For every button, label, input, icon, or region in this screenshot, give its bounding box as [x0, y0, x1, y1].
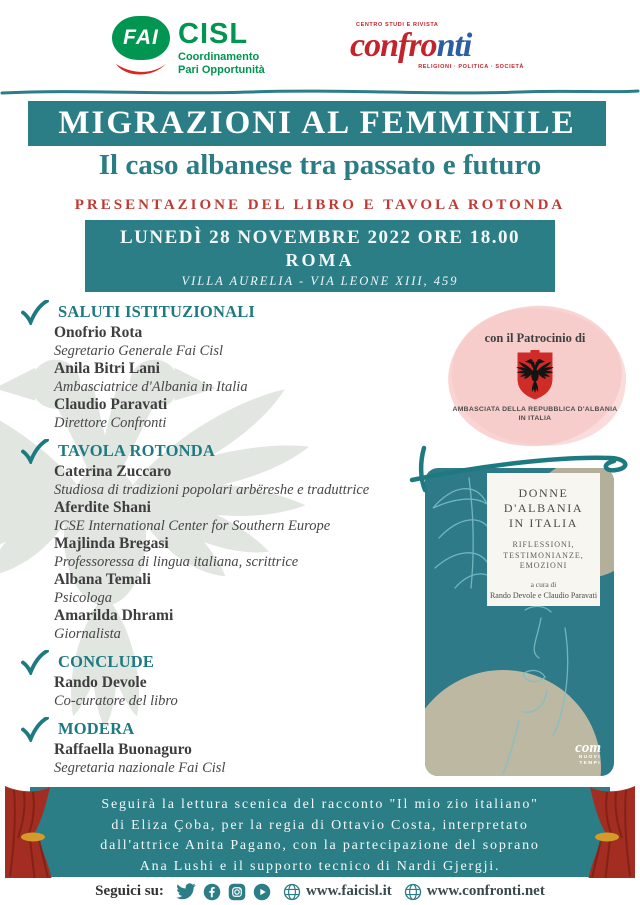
publisher-caps-line: NUOVI [578, 755, 601, 761]
follow-label: Seguici su: [95, 883, 164, 899]
book-cover [425, 468, 614, 776]
faicisl-url[interactable]: www.faicisl.it [305, 883, 392, 899]
fai-sub-line2: Pari Opportunità [178, 63, 265, 76]
book-curators: Rando Devole e Claudio Paravati [489, 590, 598, 600]
twitter-icon[interactable] [176, 883, 196, 900]
curtain-right-icon [576, 784, 638, 892]
speaker-role: ICSE International Center for Southern Europe [54, 518, 331, 534]
footer-bar [0, 878, 640, 905]
section-title: CONCLUDE [58, 652, 155, 671]
curtain-left-icon [2, 784, 64, 892]
book-curated-label: a cura di [530, 579, 557, 589]
speaker-name: Raffaella Buonaguro [54, 741, 192, 758]
fai-red-swoosh-icon [113, 62, 169, 76]
section-saluti-istituzionali [20, 300, 428, 432]
patronage-badge [448, 306, 622, 446]
speaker-name: Aferdite Shani [54, 499, 151, 516]
speaker-name: Majlinda Bregasi [54, 535, 169, 552]
event-kicker: PRESENTAZIONE DEL LIBRO E TAVOLA ROTONDA [74, 197, 566, 213]
finale-line: Ana Lushi e il supporto tecnico di Nardi Gjergji. [139, 858, 501, 874]
globe-icon [404, 883, 422, 901]
brush-swoosh-icon [408, 442, 634, 494]
header-divider [0, 86, 640, 98]
confronti-link[interactable] [404, 883, 545, 901]
confronti-url[interactable]: www.confronti.net [426, 883, 545, 899]
speaker-name: Onofrio Rota [54, 324, 143, 341]
publisher-logo [575, 742, 601, 767]
speaker-role: Professoressa di lingua italiana, scrittrice [54, 554, 299, 570]
finale-banner [30, 787, 610, 877]
speaker-role: Giornalista [54, 626, 121, 642]
event-datetime: LUNEDÌ 28 NOVEMBRE 2022 ORE 18.00 [120, 227, 520, 248]
patronage-org-line2: IN ITALIA [518, 414, 552, 422]
checkmark-icon [20, 439, 49, 464]
fai-logo-text: FAI [123, 26, 159, 49]
checkmark-icon [20, 717, 49, 742]
facebook-icon[interactable] [203, 883, 221, 901]
section-title: MODERA [58, 719, 135, 738]
section-modera [20, 717, 428, 777]
speaker-name: Amarilda Dhrami [54, 607, 174, 624]
confronti-tagline-bottom: RELIGIONI · POLITICA · SOCIETÀ [418, 64, 524, 70]
page-subtitle: Il caso albanese tra passato e futuro [98, 149, 542, 181]
event-city: ROMA [285, 250, 355, 270]
confronti-logo [350, 22, 530, 70]
section-title: SALUTI ISTITUZIONALI [58, 302, 256, 321]
section-conclude [20, 650, 428, 710]
event-details-banner [85, 220, 555, 292]
patronage-intro: con il Patrocinio di [484, 331, 586, 345]
speaker-name: Claudio Paravati [54, 396, 168, 413]
cisl-logo-text: CISL [178, 18, 249, 50]
speaker-name: Albana Temali [54, 571, 151, 588]
speaker-role: Co-curatore del libro [54, 693, 178, 709]
speaker-role: Direttore Confronti [54, 415, 167, 431]
albania-coat-of-arms-icon [514, 350, 556, 402]
instagram-icon[interactable] [228, 883, 246, 901]
book-title-line: IN ITALIA [508, 516, 579, 530]
speaker-role: Segretaria nazionale Fai Cisl [54, 760, 226, 776]
publisher-script: com [575, 740, 601, 757]
globe-icon [283, 883, 301, 901]
finale-line: dall'attrice Anita Pagano, con la partecipazione del soprano [100, 838, 540, 853]
patronage-org-line1: AMBASCIATA DELLA REPUBBLICA D'ALBANIA [452, 406, 618, 413]
book-subtitle-line: RIFLESSIONI, [512, 540, 575, 549]
youtube-icon[interactable] [253, 883, 271, 901]
confronti-tagline-top: CENTRO STUDI E RIVISTA [356, 22, 439, 28]
page-title: MIGRAZIONI AL FEMMINILE [28, 101, 606, 146]
publisher-caps-line: TEMPI [579, 761, 601, 767]
speaker-role: Segretario Generale Fai Cisl [54, 343, 224, 359]
faicisl-link[interactable] [283, 883, 392, 901]
fai-logo-badge [112, 16, 170, 60]
section-title: TAVOLA ROTONDA [58, 441, 215, 460]
book-subtitle-line: EMOZIONI [519, 561, 568, 570]
fai-sub-line1: Coordinamento [178, 51, 260, 63]
checkmark-icon [20, 650, 49, 675]
program-list [20, 300, 428, 784]
checkmark-icon [20, 300, 49, 325]
section-tavola-rotonda [20, 439, 428, 643]
book-title-line: DONNE [518, 486, 569, 500]
speaker-role: Studiosa di tradizioni popolari arbëreshe e traduttrice [54, 482, 370, 498]
book-title-line: D'ALBANIA [503, 501, 584, 515]
speaker-role: Psicologa [54, 590, 112, 606]
speaker-name: Rando Devole [54, 674, 147, 691]
confronti-name-red: confro [350, 27, 437, 64]
book-subtitle-line: TESTIMONIANZE, [503, 550, 584, 560]
fai-cisl-logo [112, 16, 265, 76]
finale-line: di Eliza Çoba, per la regia di Ottavio Costa, interpretato [111, 817, 529, 833]
confronti-name-blue: nti [436, 27, 472, 64]
speaker-name: Anila Bitri Lani [54, 360, 160, 377]
finale-line: Seguirà la lettura scenica del racconto "Il mio zio italiano" [101, 797, 539, 812]
event-venue: VILLA AURELIA - VIA LEONE XIII, 459 [181, 274, 459, 288]
speaker-name: Caterina Zuccaro [54, 463, 172, 480]
speaker-role: Ambasciatrice d'Albania in Italia [54, 379, 248, 395]
